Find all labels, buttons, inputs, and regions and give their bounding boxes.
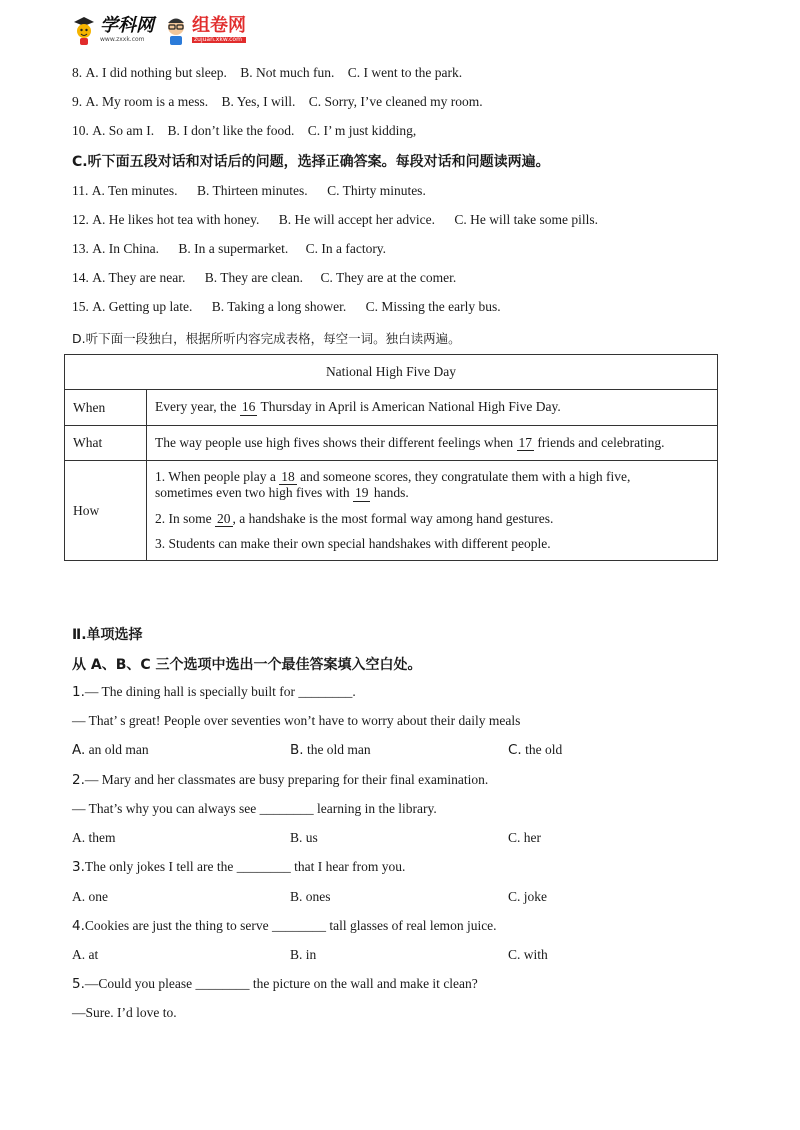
row-content-when: [147, 390, 718, 426]
question-number: 15.: [72, 299, 89, 314]
zujuan-logo-url: zujuan.xkw.com: [192, 37, 246, 43]
table-row-how: [65, 461, 718, 561]
option-a: A. In China.: [92, 241, 159, 256]
option-text: the old: [525, 742, 563, 757]
mc-question-1-reply: — That’ s great! People over seventies won’t have to worry about their daily meals: [72, 713, 521, 728]
option-b: B. in: [290, 947, 317, 962]
zujuan-logo-text: 组卷网: [192, 15, 246, 36]
question-14: [72, 270, 456, 286]
question-12: [72, 212, 598, 228]
option-b: B. Yes, I will.: [221, 94, 296, 109]
text: Every year, the: [155, 399, 240, 415]
zujuan-logo: [164, 14, 246, 46]
option-letter: B.: [290, 742, 304, 758]
option-c: C. Missing the early bus.: [365, 299, 501, 314]
row-content-how: [147, 461, 718, 561]
option-text: an old man: [88, 742, 149, 757]
mascot-icon: [72, 14, 96, 46]
option-c: C. Thirty minutes.: [327, 183, 426, 198]
row-label-what: What: [65, 426, 147, 461]
question-10: [72, 123, 416, 139]
option-c: C. They are at the comer.: [320, 270, 457, 285]
notes-table: [64, 354, 718, 561]
section-d-heading: D.听下面一段独白，根据所听内容完成表格，每空一词。独白读两遍。: [72, 331, 461, 346]
part2-instruction: 从 A、B、C 三个选项中选出一个最佳答案填入空白处。: [72, 657, 422, 673]
option-c: C. her: [508, 830, 541, 845]
question-text: — The dining hall is specially built for ________.: [84, 684, 356, 699]
text: and someone scores, they congratulate them with a high five,: [296, 469, 631, 485]
part2-title: Ⅱ.单项选择: [72, 627, 143, 643]
question-number: 14.: [72, 270, 89, 285]
blank-20: 20: [217, 510, 231, 526]
option-a: A. Getting up late.: [92, 299, 193, 314]
option-c: C. I’ m just kidding,: [307, 123, 417, 138]
question-number: 12.: [72, 212, 89, 227]
option-b: B. ones: [290, 889, 331, 904]
question-11: [72, 183, 426, 199]
table-row-what: [65, 426, 718, 461]
option-b: [290, 742, 371, 758]
text: 1. When people play a: [155, 469, 280, 485]
option-b: B. He will accept her advice.: [278, 212, 436, 227]
zxxk-logo-url: www.zxxk.com: [100, 36, 145, 43]
row-label-when: When: [65, 390, 147, 426]
option-c: C. with: [508, 947, 548, 962]
question-15: [72, 299, 501, 315]
table-title: National High Five Day: [65, 355, 718, 390]
blank-18: 18: [281, 469, 295, 485]
text: sometimes even two high fives with: [155, 485, 353, 501]
option-text: the old man: [306, 742, 371, 757]
question-number: 4.: [72, 918, 85, 934]
row-content-what: [147, 426, 718, 461]
option-c: C. In a factory.: [305, 241, 387, 256]
option-b: B. Not much fun.: [240, 65, 335, 80]
text: , a handshake is the most formal way among hand gestures.: [232, 510, 554, 526]
text: The way people use high fives shows their different feelings when: [155, 434, 517, 450]
option-a: A. them: [72, 830, 116, 845]
how-item-1-cont: [155, 485, 709, 501]
mc-question-2: [72, 772, 488, 788]
option-a: A. He likes hot tea with honey.: [92, 212, 260, 227]
question-number: 2.: [72, 772, 85, 788]
mc-question-5: [72, 976, 478, 992]
option-c: [508, 742, 562, 758]
mc-question-4: [72, 918, 497, 934]
option-c: C. Sorry, I’ve cleaned my room.: [308, 94, 483, 109]
question-text: Cookies are just the thing to serve ________ tall glasses of real lemon juice.: [84, 918, 497, 933]
option-b: B. I don’t like the food.: [167, 123, 295, 138]
option-b: B. They are clean.: [204, 270, 304, 285]
blank-17: 17: [518, 434, 533, 450]
text: 2. In some: [155, 510, 215, 526]
zxxk-logo: [72, 14, 154, 46]
option-a: A. one: [72, 889, 108, 904]
option-a: A. Ten minutes.: [91, 183, 178, 198]
question-text: — Mary and her classmates are busy preparing for their final examination.: [84, 772, 489, 787]
question-text: The only jokes I tell are the ________ that I hear from you.: [84, 859, 406, 874]
question-9: [72, 94, 483, 110]
option-c: C. He will take some pills.: [454, 212, 599, 227]
option-a: A. So am I.: [92, 123, 155, 138]
mc-question-2-reply: — That’s why you can always see ________ learning in the library.: [72, 801, 437, 816]
blank-16: 16: [241, 399, 256, 415]
option-c: C. joke: [508, 889, 547, 904]
mc-question-1: [72, 684, 356, 700]
how-item-3: 3. Students can make their own special handshakes with different people.: [155, 535, 551, 551]
table-title-row: [65, 355, 718, 390]
option-a: [72, 742, 149, 758]
how-item-2: [155, 511, 709, 527]
student-icon: [164, 14, 188, 46]
question-number: 9.: [72, 94, 83, 109]
mc-question-5-reply: —Sure. I’d love to.: [72, 1005, 177, 1020]
question-number: 11.: [72, 183, 89, 198]
question-13: [72, 241, 386, 257]
question-number: 5.: [72, 976, 85, 992]
option-c: C. I went to the park.: [347, 65, 463, 80]
option-a: A. My room is a mess.: [85, 94, 209, 109]
question-number: 8.: [72, 65, 83, 80]
option-b: B. Taking a long shower.: [211, 299, 347, 314]
option-a: A. They are near.: [92, 270, 186, 285]
row-label-how: How: [65, 461, 147, 561]
option-letter: A.: [72, 742, 86, 758]
mc-question-3: [72, 859, 405, 875]
option-b: B. us: [290, 830, 318, 845]
how-item-1: [155, 469, 709, 485]
table-row-when: [65, 390, 718, 426]
question-text: —Could you please ________ the picture on the wall and make it clean?: [84, 976, 478, 991]
question-8: [72, 65, 462, 81]
question-number: 1.: [72, 684, 85, 700]
text: Thursday in April is American National High Five Day.: [257, 399, 561, 415]
option-letter: C.: [508, 742, 522, 758]
blank-19: 19: [354, 485, 369, 501]
section-c-heading: C.听下面五段对话和对话后的问题，选择正确答案。每段对话和问题读两遍。: [72, 154, 550, 170]
option-b: B. Thirteen minutes.: [196, 183, 308, 198]
option-a: A. I did nothing but sleep.: [85, 65, 227, 80]
zxxk-logo-text: 学科网: [100, 15, 154, 36]
question-number: 3.: [72, 859, 85, 875]
option-a: A. at: [72, 947, 99, 962]
header-logos: [72, 10, 246, 50]
question-number: 10.: [72, 123, 89, 138]
text: friends and celebrating.: [534, 434, 665, 450]
text: hands.: [370, 485, 409, 501]
question-number: 13.: [72, 241, 89, 256]
option-b: B. In a supermarket.: [178, 241, 289, 256]
